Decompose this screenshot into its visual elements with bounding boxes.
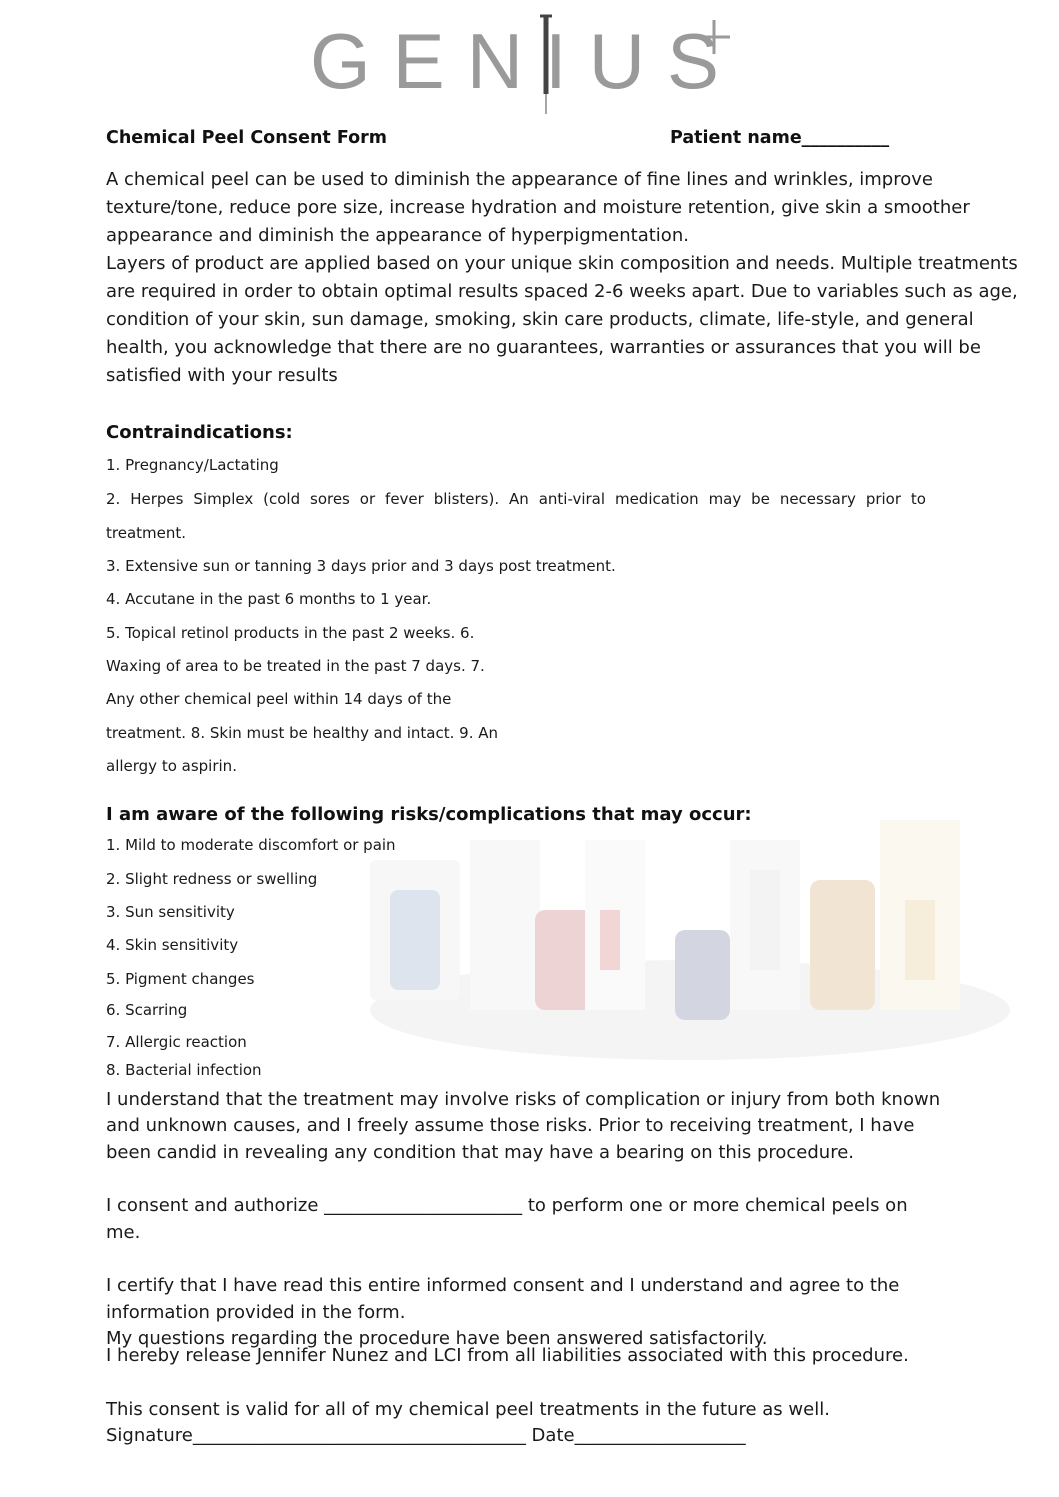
certify-line: information provided in the form. [106, 1302, 406, 1323]
intro-line: appearance and diminish the appearance of hyperpigmentation. [106, 225, 689, 246]
intro-line: Layers of product are applied based on your unique skin composition and needs. Multiple treatments [106, 253, 1018, 274]
logo-syringe-icon [310, 14, 750, 120]
list-item: 1. Pregnancy/Lactating [106, 456, 279, 474]
signature-date-line[interactable]: Signature_____________________________________ Date___________________ [106, 1425, 746, 1446]
intro-line: texture/tone, reduce pore size, increase hydration and moisture retention, give skin a smoother [106, 197, 970, 218]
intro-line: are required in order to obtain optimal results spaced 2-6 weeks apart. Due to variables such as age, [106, 281, 1018, 302]
list-item: treatment. 8. Skin must be healthy and intact. 9. An [106, 724, 498, 742]
intro-line: health, you acknowledge that there are no guarantees, warranties or assurances that you will be [106, 337, 981, 358]
valid-paragraph [106, 1396, 1006, 1424]
intro-line: condition of your skin, sun damage, smoking, skin care products, climate, life-style, and general [106, 309, 974, 330]
contraindications-heading: Contraindications: [106, 422, 293, 443]
understand-line: I understand that the treatment may involve risks of complication or injury from both known [106, 1089, 941, 1110]
consent-line[interactable]: I consent and authorize ______________________ to perform one or more chemical peels on [106, 1195, 908, 1216]
certify-line: I certify that I have read this entire informed consent and I understand and agree to the [106, 1275, 900, 1296]
certify-line: My questions regarding the procedure have been answered satisfactorily. [106, 1328, 768, 1349]
list-item: allergy to aspirin. [106, 757, 237, 775]
contraindications-list [106, 456, 936, 786]
valid-line: This consent is valid for all of my chemical peel treatments in the future as well. [106, 1399, 830, 1420]
list-item: Any other chemical peel within 14 days of the [106, 690, 452, 708]
release-line: I hereby release Jennifer Nunez and LCI from all liabilities associated with this procedure. [106, 1345, 909, 1366]
intro-paragraph [106, 166, 1018, 396]
list-item: 6. Scarring [106, 1001, 188, 1019]
form-header [106, 128, 946, 154]
list-item: 5. Pigment changes [106, 970, 255, 988]
risks-heading: I am aware of the following risks/complications that may occur: [106, 804, 752, 825]
list-item: treatment. [106, 524, 187, 542]
list-item: 7. Allergic reaction [106, 1033, 247, 1051]
consent-line: me. [106, 1222, 141, 1243]
understand-line: and unknown causes, and I freely assume those risks. Prior to receiving treatment, I have [106, 1115, 915, 1136]
list-item: 3. Sun sensitivity [106, 903, 235, 921]
release-paragraph [106, 1342, 1006, 1370]
list-item: 4. Accutane in the past 6 months to 1 year. [106, 590, 432, 608]
list-item: 2. Herpes Simplex (cold sores or fever blisters). An anti-viral medication may be necessary prior to [106, 490, 926, 508]
intro-line: A chemical peel can be used to diminish the appearance of fine lines and wrinkles, improve [106, 169, 933, 190]
signature-row[interactable] [106, 1422, 1006, 1450]
intro-line: satisfied with your results [106, 365, 338, 386]
consent-paragraph [106, 1192, 1006, 1248]
list-item: 4. Skin sensitivity [106, 936, 239, 954]
logo-text: GENIUS [310, 17, 742, 105]
list-item: 1. Mild to moderate discomfort or pain [106, 836, 396, 854]
list-item: 5. Topical retinol products in the past 2 weeks. 6. [106, 624, 475, 642]
understand-line: been candid in revealing any condition that may have a bearing on this procedure. [106, 1142, 854, 1163]
list-item: 2. Slight redness or swelling [106, 870, 318, 888]
patient-name-field[interactable]: Patient name__________ [670, 128, 890, 148]
list-item: 3. Extensive sun or tanning 3 days prior and 3 days post treatment. [106, 557, 616, 575]
genius-logo [310, 14, 750, 120]
risks-list [106, 836, 506, 1086]
list-item: 8. Bacterial infection [106, 1061, 262, 1079]
understand-paragraph [106, 1086, 1006, 1170]
list-item: Waxing of area to be treated in the past 7 days. 7. [106, 657, 485, 675]
form-title: Chemical Peel Consent Form [106, 128, 387, 148]
